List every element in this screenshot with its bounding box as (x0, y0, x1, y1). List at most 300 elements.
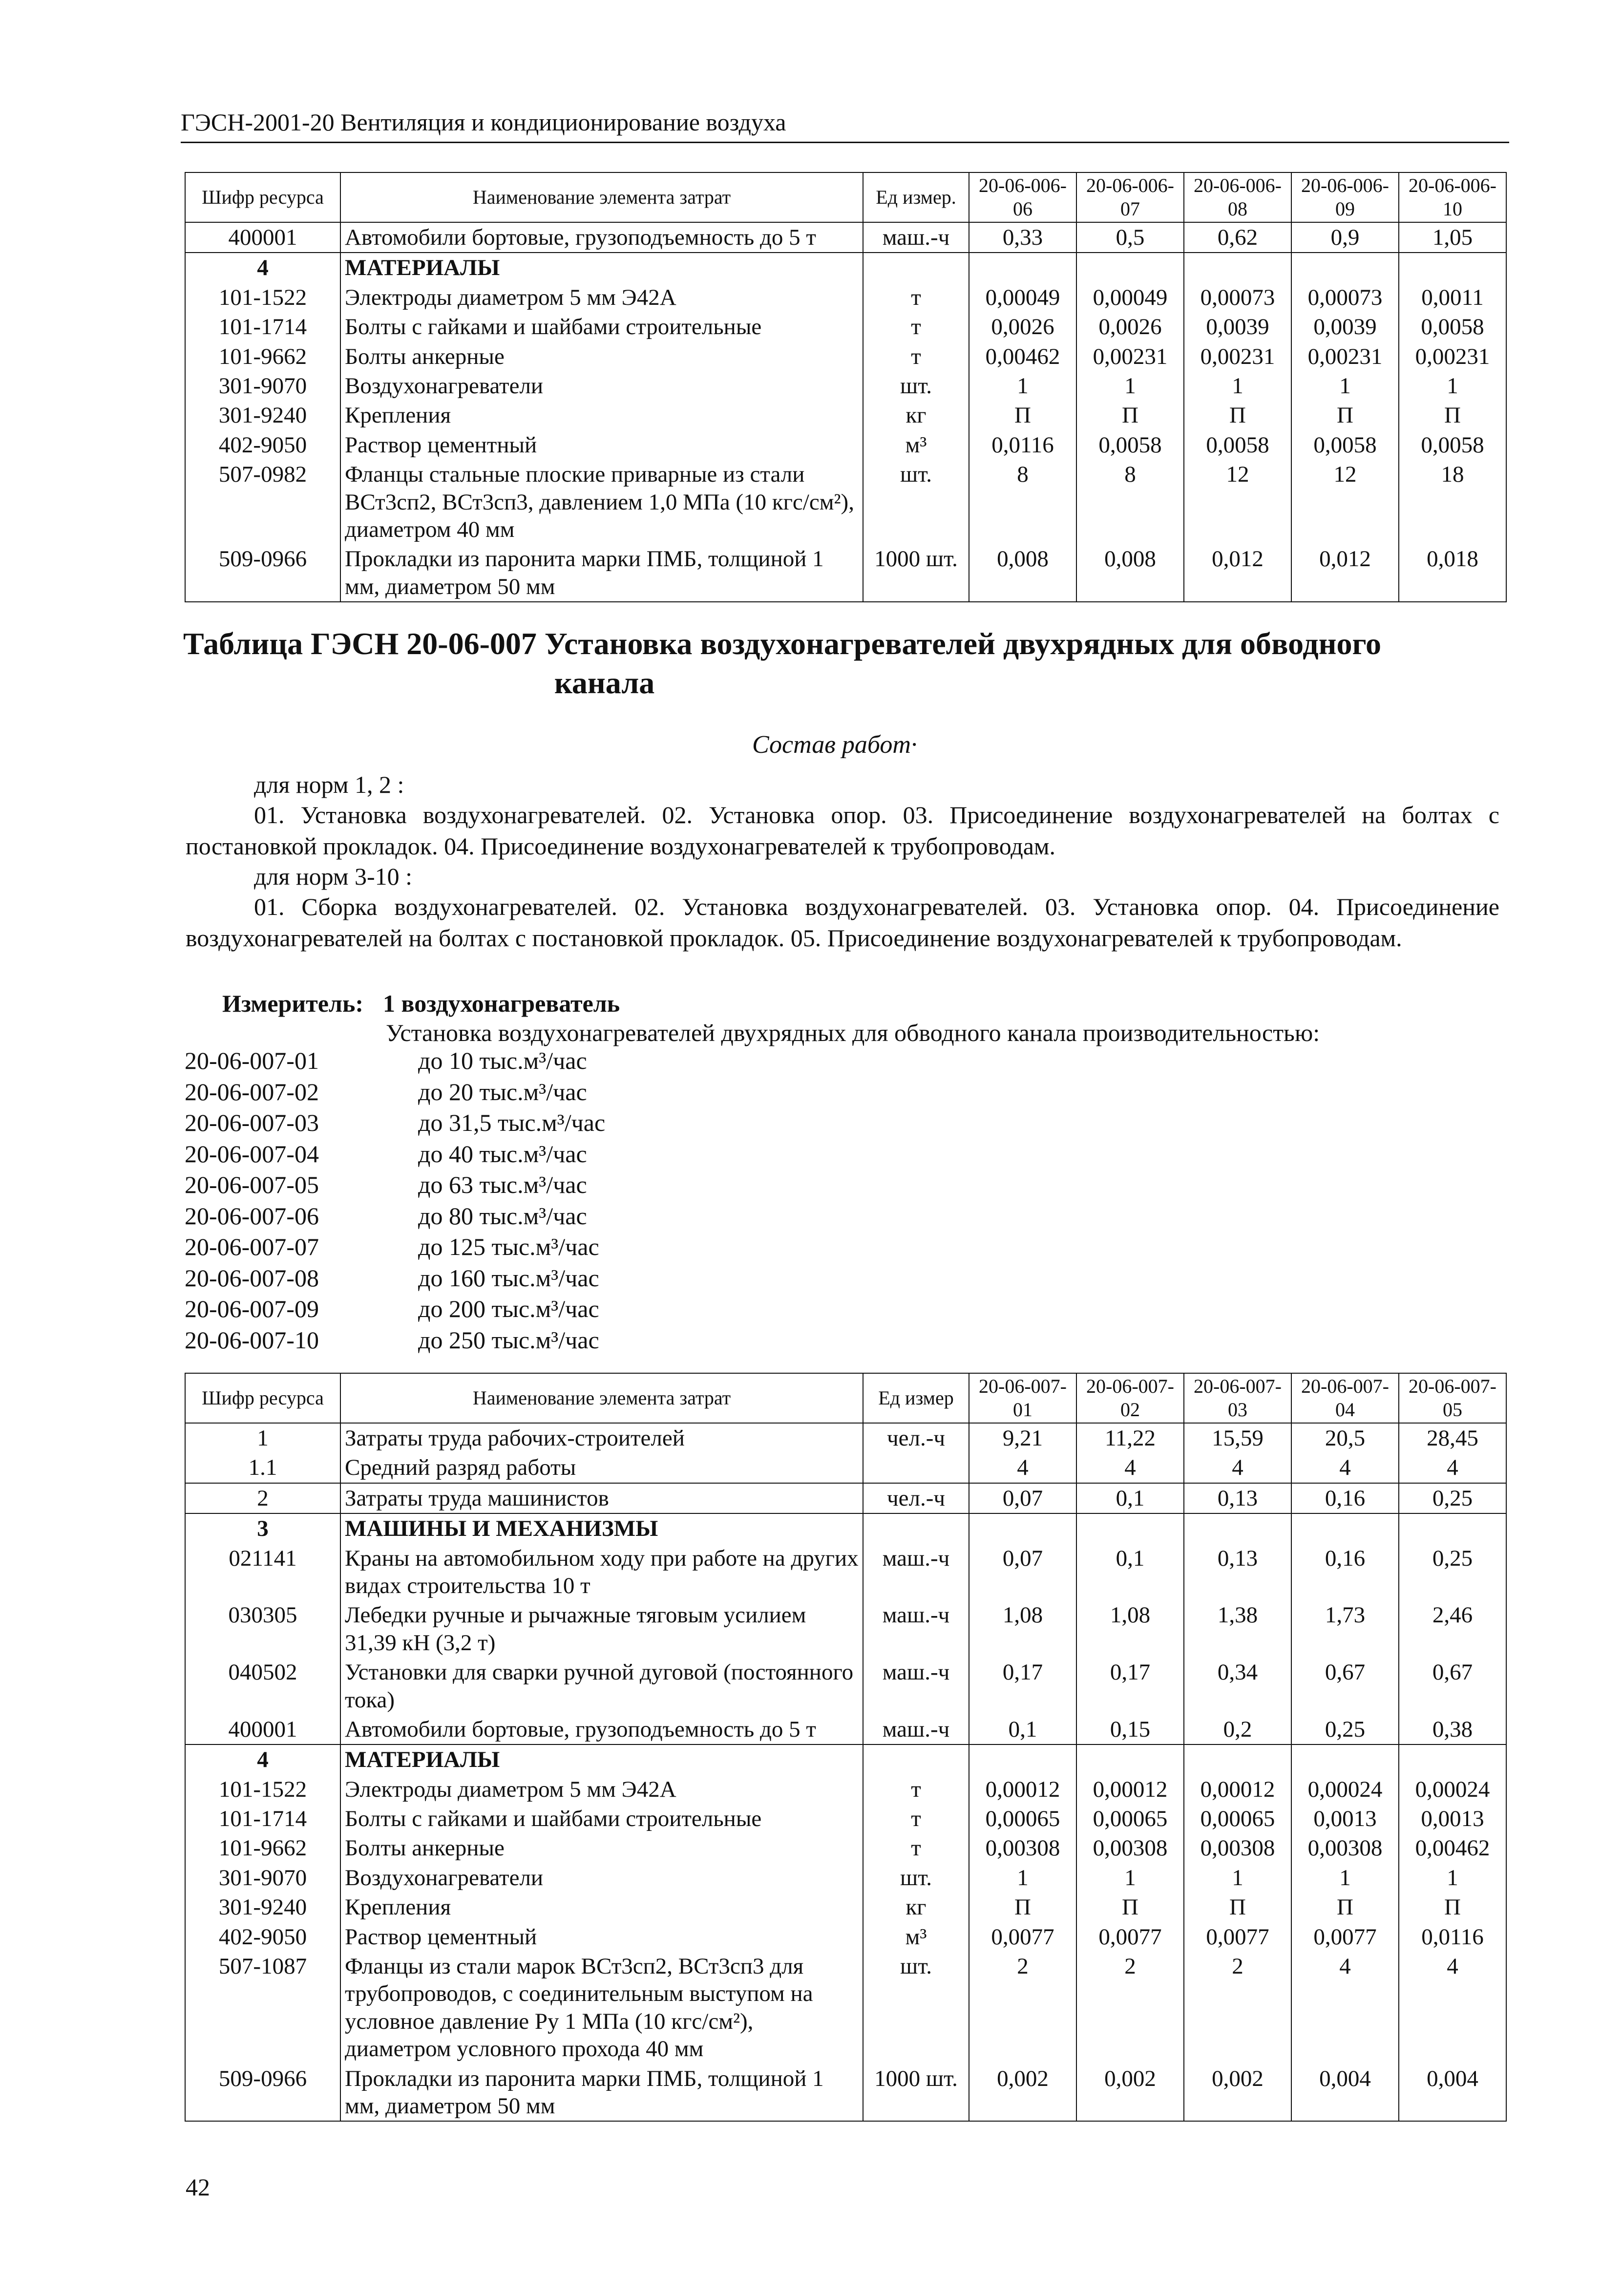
cell-value: 1 (1291, 1863, 1399, 1892)
cell-value: 4 (1291, 1952, 1399, 2064)
cell-unit: маш.-ч (863, 1658, 969, 1715)
header-code: Шифр ресурса (185, 1373, 340, 1423)
cell-name: Затраты труда машинистов (340, 1483, 863, 1513)
cell-code: 1 (185, 1423, 340, 1453)
norm-code: 20-06-007-06 (185, 1202, 319, 1230)
norm-text: до 31,5 тыс.м³/час (418, 1109, 606, 1136)
cell-code: 021141 (185, 1544, 340, 1601)
header-norm: 20-06-007-05 (1399, 1373, 1506, 1423)
cell-value: 0,0011 (1399, 283, 1506, 312)
cell-code: 301-9240 (185, 401, 340, 430)
cell-value: 0,00231 (1291, 342, 1399, 371)
cell-name: Фланцы из стали марок ВСт3сп2, ВСт3сп3 для трубопроводов, с соединительным выступом на условное давление Ру 1 МПа (10 кгс/см²), диаметром условного прохода 40 мм (340, 1952, 863, 2064)
header-code: Шифр ресурса (185, 172, 340, 222)
table-row (185, 1892, 1506, 1922)
cell-value: 0,00308 (1076, 1833, 1184, 1863)
table-row (185, 253, 1506, 282)
cell-value: 1 (969, 1863, 1076, 1892)
norm-code: 20-06-007-04 (185, 1140, 319, 1168)
norm-item (185, 1169, 605, 1201)
norm-item (185, 1325, 605, 1356)
cell-name: Электроды диаметром 5 мм Э42А (340, 1775, 863, 1804)
cell-unit: т (863, 1775, 969, 1804)
running-head: ГЭСН-2001-20 Вентиляция и кондиционирование воздуха (181, 108, 1509, 143)
cell-name: МАШИНЫ И МЕХАНИЗМЫ (340, 1513, 863, 1543)
table-header-row (185, 1373, 1506, 1423)
cell-value: 0,62 (1184, 222, 1291, 253)
table-row (185, 1863, 1506, 1892)
table-row (185, 460, 1506, 544)
cell-value: 0,0077 (969, 1922, 1076, 1952)
cell-value: 1 (1399, 371, 1506, 401)
cell-name: Крепления (340, 401, 863, 430)
cell-value: 0,15 (1076, 1715, 1184, 1744)
cell-code: 101-1714 (185, 1804, 340, 1833)
cell-value: 1 (1076, 371, 1184, 401)
norm-item (185, 1294, 605, 1325)
cell-unit: 1000 шт. (863, 544, 969, 602)
cell-value (1076, 1744, 1184, 1774)
cell-value: 4 (1399, 1453, 1506, 1483)
cell-value: 0,17 (1076, 1658, 1184, 1715)
cell-value: 0,00462 (1399, 1833, 1506, 1863)
norm-code: 20-06-007-10 (185, 1326, 319, 1354)
cell-name: Прокладки из паронита марки ПМБ, толщиной 1 мм, диаметром 50 мм (340, 2064, 863, 2122)
cell-value: 0,0058 (1076, 430, 1184, 460)
cell-value: 0,008 (1076, 544, 1184, 602)
cell-value (1399, 253, 1506, 282)
cell-unit (863, 1513, 969, 1543)
cell-name: Раствор цементный (340, 1922, 863, 1952)
cell-value: 0,67 (1399, 1658, 1506, 1715)
cell-value: 4 (969, 1453, 1076, 1483)
norm-item (185, 1201, 605, 1232)
cell-value: 0,07 (969, 1544, 1076, 1601)
cell-code: 509-0966 (185, 2064, 340, 2122)
table-row (185, 1483, 1506, 1513)
cell-unit: т (863, 312, 969, 341)
cell-value (1291, 1513, 1399, 1543)
cell-value: 2,46 (1399, 1600, 1506, 1658)
cell-value: 0,0026 (1076, 312, 1184, 341)
cell-value: 0,00308 (969, 1833, 1076, 1863)
cell-value: 0,00012 (1184, 1775, 1291, 1804)
cell-name: Фланцы стальные плоские приварные из стали ВСт3сп2, ВСт3сп3, давлением 1,0 МПа (10 кгс/см²), диаметром 40 мм (340, 460, 863, 544)
norm-code: 20-06-007-07 (185, 1233, 319, 1260)
cell-value: 0,00065 (1184, 1804, 1291, 1833)
cell-name: Краны на автомобильном ходу при работе на других видах строительства 10 т (340, 1544, 863, 1601)
cell-code: 101-1522 (185, 283, 340, 312)
table-header-row (185, 172, 1506, 222)
cell-value: 9,21 (969, 1423, 1076, 1453)
cell-value: П (969, 401, 1076, 430)
cell-value: П (969, 1892, 1076, 1922)
header-norm: 20-06-006-08 (1184, 172, 1291, 222)
table-row (185, 222, 1506, 253)
cell-value: 0,002 (1076, 2064, 1184, 2122)
cell-code: 101-9662 (185, 342, 340, 371)
cell-value: 4 (1184, 1453, 1291, 1483)
table-row (185, 1658, 1506, 1715)
cell-code: 507-1087 (185, 1952, 340, 2064)
cell-name: Прокладки из паронита марки ПМБ, толщиной 1 мм, диаметром 50 мм (340, 544, 863, 602)
header-name: Наименование элемента затрат (340, 172, 863, 222)
cell-unit: м³ (863, 1922, 969, 1952)
cell-code: 4 (185, 1744, 340, 1774)
cell-value: 1 (1291, 371, 1399, 401)
cell-value: 0,008 (969, 544, 1076, 602)
cell-value (969, 1744, 1076, 1774)
norm-text: до 10 тыс.м³/час (418, 1047, 587, 1074)
cell-unit: маш.-ч (863, 1600, 969, 1658)
cell-code: 402-9050 (185, 430, 340, 460)
table-row (185, 1744, 1506, 1774)
table-row (185, 1922, 1506, 1952)
page-number: 42 (186, 2173, 210, 2201)
header-norm: 20-06-007-04 (1291, 1373, 1399, 1423)
norms-a-label: для норм 1, 2 : (254, 771, 404, 798)
cell-value: 12 (1184, 460, 1291, 544)
norm-text: до 200 тыс.м³/час (418, 1295, 599, 1322)
cell-unit (863, 1453, 969, 1483)
cell-value (1399, 1513, 1506, 1543)
cell-value: 0,0058 (1399, 430, 1506, 460)
cell-value: 0,1 (969, 1715, 1076, 1744)
cell-value: 0,0026 (969, 312, 1076, 341)
table-row (185, 401, 1506, 430)
cell-value: 2 (969, 1952, 1076, 2064)
cell-name: Воздухонагреватели (340, 371, 863, 401)
cell-value: 0,33 (969, 222, 1076, 253)
table-body (185, 222, 1506, 602)
cell-value: 0,0077 (1184, 1922, 1291, 1952)
cell-name: Затраты труда рабочих-строителей (340, 1423, 863, 1453)
table-row (185, 1453, 1506, 1483)
cell-value: 0,00231 (1076, 342, 1184, 371)
cell-unit: т (863, 342, 969, 371)
table-row (185, 2064, 1506, 2122)
cell-value: 0,0077 (1076, 1922, 1184, 1952)
cell-value: 0,5 (1076, 222, 1184, 253)
measure (222, 989, 639, 1018)
cell-value: 0,0039 (1291, 312, 1399, 341)
cell-value: П (1399, 1892, 1506, 1922)
cell-value: 0,9 (1291, 222, 1399, 253)
norm-text: до 40 тыс.м³/час (418, 1140, 587, 1168)
cell-value: П (1076, 401, 1184, 430)
cell-value: 0,38 (1399, 1715, 1506, 1744)
cell-value: 1 (1399, 1863, 1506, 1892)
cell-unit: т (863, 283, 969, 312)
table-row (185, 1600, 1506, 1658)
table-row (185, 371, 1506, 401)
cell-unit: 1000 шт. (863, 2064, 969, 2122)
cell-value: 0,2 (1184, 1715, 1291, 1744)
cell-value: 0,00012 (969, 1775, 1076, 1804)
norms-a-text: 01. Установка воздухонагревателей. 02. Установка опор. 03. Присоединение воздухонагревателей на болтах с постановкой прокладок. 04. Присоединение воздухонагревателей к трубопроводам. (186, 801, 1499, 860)
cell-value: 1 (969, 371, 1076, 401)
cell-value: П (1291, 1892, 1399, 1922)
cell-unit: шт. (863, 1952, 969, 2064)
table-row (185, 1544, 1506, 1601)
table-row (185, 544, 1506, 602)
norms-b-text: 01. Сборка воздухонагревателей. 02. Установка воздухонагревателей. 03. Установка опор. 04. Присоединение воздухонагревателей на болтах с постановкой прокладок. 05. Присоединение воздухонагревателей к трубопроводам. (186, 893, 1499, 952)
norm-code: 20-06-007-08 (185, 1264, 319, 1292)
cell-value: 0,34 (1184, 1658, 1291, 1715)
cell-code: 101-1714 (185, 312, 340, 341)
cell-value: 0,07 (969, 1483, 1076, 1513)
table-row (185, 1833, 1506, 1863)
cell-value (1184, 1744, 1291, 1774)
cell-value: 0,018 (1399, 544, 1506, 602)
cell-unit: т (863, 1804, 969, 1833)
cell-unit: шт. (863, 460, 969, 544)
cell-value: 0,16 (1291, 1483, 1399, 1513)
cell-value (1076, 1513, 1184, 1543)
cell-value: 0,13 (1184, 1544, 1291, 1601)
cell-value: 28,45 (1399, 1423, 1506, 1453)
cell-value: П (1184, 401, 1291, 430)
cell-value: 0,004 (1399, 2064, 1506, 2122)
install-line: Установка воздухонагревателей двухрядных для обводного канала производительностью: (386, 1019, 1320, 1046)
cell-value (969, 1513, 1076, 1543)
cell-value: 1 (1184, 371, 1291, 401)
cell-value: 0,00024 (1291, 1775, 1399, 1804)
cell-value (1076, 253, 1184, 282)
cell-value (1291, 1744, 1399, 1774)
cell-code: 301-9070 (185, 1863, 340, 1892)
cell-unit: т (863, 1833, 969, 1863)
cell-value: 0,0058 (1184, 430, 1291, 460)
cell-unit: кг (863, 1892, 969, 1922)
header-norm: 20-06-006-07 (1076, 172, 1184, 222)
cell-value: 8 (969, 460, 1076, 544)
table-row (185, 283, 1506, 312)
norm-item (185, 1107, 605, 1139)
table-row (185, 312, 1506, 341)
cell-value: 0,00012 (1076, 1775, 1184, 1804)
cell-unit: шт. (863, 371, 969, 401)
cell-code: 400001 (185, 1715, 340, 1744)
norm-item (185, 1077, 605, 1108)
cell-value: 18 (1399, 460, 1506, 544)
cell-name: МАТЕРИАЛЫ (340, 1744, 863, 1774)
cell-value: 0,002 (969, 2064, 1076, 2122)
cell-name: Установки для сварки ручной дуговой (постоянного тока) (340, 1658, 863, 1715)
norm-item (185, 1045, 605, 1077)
cell-value: 0,1 (1076, 1544, 1184, 1601)
cell-code: 301-9240 (185, 1892, 340, 1922)
cell-value: 0,004 (1291, 2064, 1399, 2122)
cell-value: П (1184, 1892, 1291, 1922)
cell-unit: чел.-ч (863, 1483, 969, 1513)
cell-value: 0,00231 (1399, 342, 1506, 371)
cell-name: Электроды диаметром 5 мм Э42А (340, 283, 863, 312)
cell-unit (863, 1744, 969, 1774)
cell-unit: маш.-ч (863, 1544, 969, 1601)
cell-code: 101-9662 (185, 1833, 340, 1863)
cell-unit: шт. (863, 1863, 969, 1892)
norm-item (185, 1232, 605, 1263)
cell-name: Лебедки ручные и рычажные тяговым усилием 31,39 кН (3,2 т) (340, 1600, 863, 1658)
measure-label: Измеритель: (222, 990, 364, 1017)
cell-value: 1 (1184, 1863, 1291, 1892)
header-unit: Ед измер (863, 1373, 969, 1423)
cell-value: 0,012 (1291, 544, 1399, 602)
norm-code: 20-06-007-01 (185, 1047, 319, 1074)
cell-name: МАТЕРИАЛЫ (340, 253, 863, 282)
resource-table-006 (185, 172, 1507, 602)
table-title-line1: Таблица ГЭСН 20-06-007 Установка воздухонагревателей двухрядных для обводного (183, 626, 1381, 661)
norm-item (185, 1139, 605, 1170)
cell-code: 030305 (185, 1600, 340, 1658)
cell-value: 0,25 (1399, 1544, 1506, 1601)
cell-value: 0,00231 (1184, 342, 1291, 371)
cell-value: 0,0077 (1291, 1922, 1399, 1952)
cell-name: Крепления (340, 1892, 863, 1922)
cell-value: 0,00073 (1291, 283, 1399, 312)
table-row (185, 1715, 1506, 1744)
cell-value: 0,0039 (1184, 312, 1291, 341)
norm-text: до 160 тыс.м³/час (418, 1264, 599, 1292)
table-body (185, 1423, 1506, 2121)
cell-name: Болты анкерные (340, 342, 863, 371)
table-row (185, 1804, 1506, 1833)
norms-b-label: для норм 3-10 : (254, 863, 413, 890)
header-unit: Ед измер. (863, 172, 969, 222)
cell-code: 301-9070 (185, 371, 340, 401)
cell-value: 0,0116 (969, 430, 1076, 460)
header-norm: 20-06-006-10 (1399, 172, 1506, 222)
cell-value: 11,22 (1076, 1423, 1184, 1453)
cell-code: 507-0982 (185, 460, 340, 544)
cell-value: 0,0013 (1399, 1804, 1506, 1833)
cell-name: Болты с гайками и шайбами строительные (340, 1804, 863, 1833)
cell-value (1184, 1513, 1291, 1543)
cell-code: 101-1522 (185, 1775, 340, 1804)
cell-value: П (1399, 401, 1506, 430)
cell-value: П (1291, 401, 1399, 430)
cell-value: 0,00308 (1291, 1833, 1399, 1863)
cell-value: 0,00308 (1184, 1833, 1291, 1863)
measure-value: 1 воздухонагреватель (383, 990, 620, 1017)
cell-value: П (1076, 1892, 1184, 1922)
norms-list (185, 1045, 605, 1356)
cell-value: 0,002 (1184, 2064, 1291, 2122)
header-norm: 20-06-006-06 (969, 172, 1076, 222)
cell-code: 1.1 (185, 1453, 340, 1483)
cell-value: 0,012 (1184, 544, 1291, 602)
norm-code: 20-06-007-02 (185, 1078, 319, 1105)
cell-value: 0,25 (1291, 1715, 1399, 1744)
cell-value: 0,67 (1291, 1658, 1399, 1715)
cell-value: 0,0058 (1291, 430, 1399, 460)
cell-code: 4 (185, 253, 340, 282)
header-norm: 20-06-006-09 (1291, 172, 1399, 222)
cell-value: 0,00049 (969, 283, 1076, 312)
cell-unit: маш.-ч (863, 1715, 969, 1744)
cell-unit (863, 253, 969, 282)
cell-value: 0,0058 (1399, 312, 1506, 341)
cell-value: 0,0116 (1399, 1922, 1506, 1952)
cell-code: 400001 (185, 222, 340, 253)
header-name: Наименование элемента затрат (340, 1373, 863, 1423)
cell-value: 0,1 (1076, 1483, 1184, 1513)
table-row (185, 1952, 1506, 2064)
cell-value (969, 253, 1076, 282)
cell-value: 1 (1076, 1863, 1184, 1892)
cell-value (1184, 253, 1291, 282)
works-heading: Состав работ· (752, 731, 917, 759)
cell-value (1291, 253, 1399, 282)
norm-text: до 80 тыс.м³/час (418, 1202, 587, 1230)
cell-value: 2 (1076, 1952, 1184, 2064)
cell-value: 0,00073 (1184, 283, 1291, 312)
cell-code: 040502 (185, 1658, 340, 1715)
table-row (185, 430, 1506, 460)
cell-value: 0,16 (1291, 1544, 1399, 1601)
table-row (185, 1775, 1506, 1804)
cell-value: 0,00462 (969, 342, 1076, 371)
resource-table-007 (185, 1373, 1507, 2122)
norm-code: 20-06-007-03 (185, 1109, 319, 1136)
cell-name: Средний разряд работы (340, 1453, 863, 1483)
norm-code: 20-06-007-05 (185, 1171, 319, 1198)
cell-value: 12 (1291, 460, 1399, 544)
table-title-line2: канала (554, 665, 655, 700)
header-norm: 20-06-007-03 (1184, 1373, 1291, 1423)
header-norm: 20-06-007-02 (1076, 1373, 1184, 1423)
cell-value: 0,00049 (1076, 283, 1184, 312)
norm-text: до 125 тыс.м³/час (418, 1233, 599, 1260)
norm-code: 20-06-007-09 (185, 1295, 319, 1322)
cell-value: 1,05 (1399, 222, 1506, 253)
table-title (183, 624, 1502, 702)
cell-unit: маш.-ч (863, 222, 969, 253)
cell-code: 402-9050 (185, 1922, 340, 1952)
cell-name: Воздухонагреватели (340, 1863, 863, 1892)
cell-value: 1,38 (1184, 1600, 1291, 1658)
norm-text: до 20 тыс.м³/час (418, 1078, 587, 1105)
cell-value: 1,73 (1291, 1600, 1399, 1658)
cell-code: 2 (185, 1483, 340, 1513)
cell-unit: м³ (863, 430, 969, 460)
norm-text: до 250 тыс.м³/час (418, 1326, 599, 1354)
cell-code: 3 (185, 1513, 340, 1543)
cell-unit: чел.-ч (863, 1423, 969, 1453)
table-row (185, 1513, 1506, 1543)
cell-value: 15,59 (1184, 1423, 1291, 1453)
cell-name: Автомобили бортовые, грузоподъемность до 5 т (340, 1715, 863, 1744)
cell-value (1399, 1744, 1506, 1774)
cell-value: 2 (1184, 1952, 1291, 2064)
cell-name: Болты с гайками и шайбами строительные (340, 312, 863, 341)
table-row (185, 342, 1506, 371)
header-norm: 20-06-007-01 (969, 1373, 1076, 1423)
cell-value: 1,08 (1076, 1600, 1184, 1658)
cell-value: 20,5 (1291, 1423, 1399, 1453)
cell-unit: кг (863, 401, 969, 430)
norm-item (185, 1263, 605, 1294)
cell-value: 0,25 (1399, 1483, 1506, 1513)
cell-value: 0,00065 (969, 1804, 1076, 1833)
cell-name: Автомобили бортовые, грузоподъемность до 5 т (340, 222, 863, 253)
cell-value: 0,17 (969, 1658, 1076, 1715)
cell-value: 0,13 (1184, 1483, 1291, 1513)
cell-value: 1,08 (969, 1600, 1076, 1658)
table-row (185, 1423, 1506, 1453)
cell-value: 8 (1076, 460, 1184, 544)
